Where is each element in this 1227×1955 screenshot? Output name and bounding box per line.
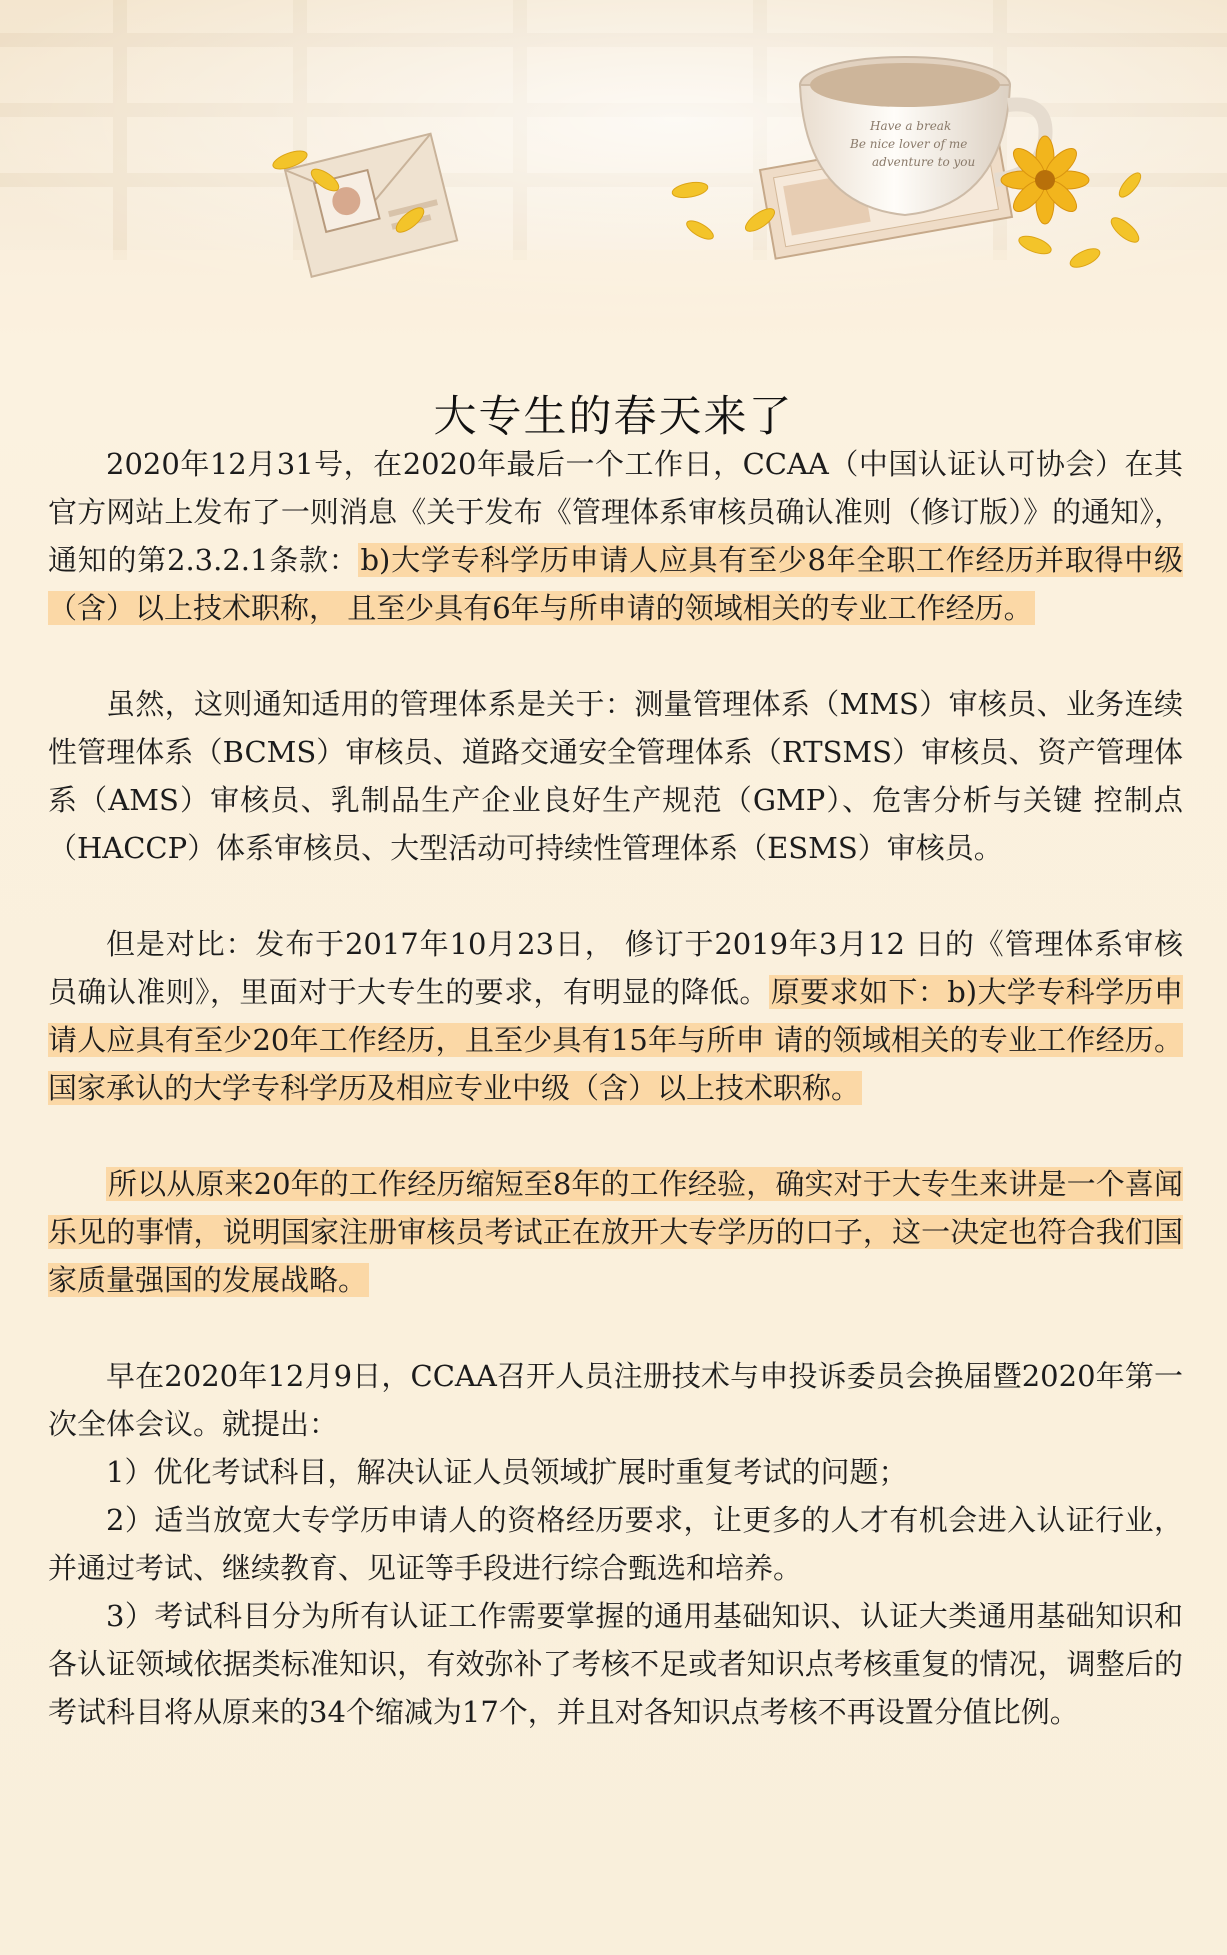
header-banner [0,0,1227,340]
list-item-2: 2）适当放宽大专学历申请人的资格经历要求，让更多的人才有机会进入认证行业，并通过考试、继续教育、见证等手段进行综合甄选和培养。 [48,1503,1183,1585]
paragraph-comparison [48,920,1183,1112]
list-item-3: 3）考试科目分为所有认证工作需要掌握的通用基础知识、认证大类通用基础知识和各认证领域依据类标准知识，有效弥补了考核不足或者知识点考核重复的情况，调整后的考试科目将从原来的34个缩减为17个，并且对各知识点考核不再设置分值比例。 [48,1599,1183,1729]
paragraph-ccaa-notice [48,440,1183,632]
cup-script-line-1: Have a break [870,119,952,133]
paragraph-conclusion [48,1160,1183,1304]
page-title: 大专生的春天来了 [433,391,794,442]
decorative-banner-illustration [0,0,1227,340]
paragraph-text: 虽然，这则通知适用的管理体系是关于：测量管理体系（MMS）审核员、业务连续性管理体系（BCMS）审核员、道路交通安全管理体系（RTSMS）审核员、资产管理体系（AMS）审核员、乳制品生产企业良好生产规范（GMP）、危害分析与关键 控制点（HACCP）体系审核员、大型活动可持续性管理体系（ESMS）审核员。 [48,687,1183,865]
paragraph-applicable-systems [48,680,1183,872]
list-item-1: 1）优化考试科目，解决认证人员领域扩展时重复考试的问题； [106,1455,908,1489]
paragraph-gap [48,632,1183,680]
paragraph-gap [48,872,1183,920]
cup-script-line-3: adventure to you [872,155,976,169]
paragraph-gap [48,1112,1183,1160]
highlighted-requirement: b)大学专科学历申请人应具有至少8年全职工作经历并取得中级（含）以上技术职称， 且至少具有6年与所申请的领域相关的专业工作经历。 [48,543,1183,625]
cup-script-line-2: Be nice lover of me [850,137,968,151]
paragraph-text: 但是对比：发布于2017年10月23日， 修订于2019年3月12 日的《管理体系审核员确认准则》，里面对于大专生的要求，有明显的降低。 [48,927,1183,1009]
highlighted-original-requirement: 原要求如下：b)大学专科学历申请人应具有至少20年工作经历，且至少具有15年与所申 请的领域相关的专业工作经历。国家承认的大学专科学历及相应专业中级（含）以上技术职称。 [48,975,1183,1105]
paragraph-meeting-intro: 早在2020年12月9日，CCAA召开人员注册技术与申投诉委员会换届暨2020年第一次全体会议。就提出： [48,1359,1183,1441]
paragraph-text: 2020年12月31号，在2020年最后一个工作日，CCAA（中国认证认可协会）在其官方网站上发布了一则消息《关于发布《管理体系审核员确认准则（修订版）》的通知》，通知的第2.3.2.1条款： [48,447,1183,577]
paragraph-gap [48,1304,1183,1352]
highlighted-conclusion: 所以从原来20年的工作经历缩短至8年的工作经验，确实对于大专生来讲是一个喜闻乐见的事情，说明国家注册审核员考试正在放开大专学历的口子，这一决定也符合我们国家质量强国的发展战略。 [48,1167,1183,1297]
article-body [48,440,1183,1736]
